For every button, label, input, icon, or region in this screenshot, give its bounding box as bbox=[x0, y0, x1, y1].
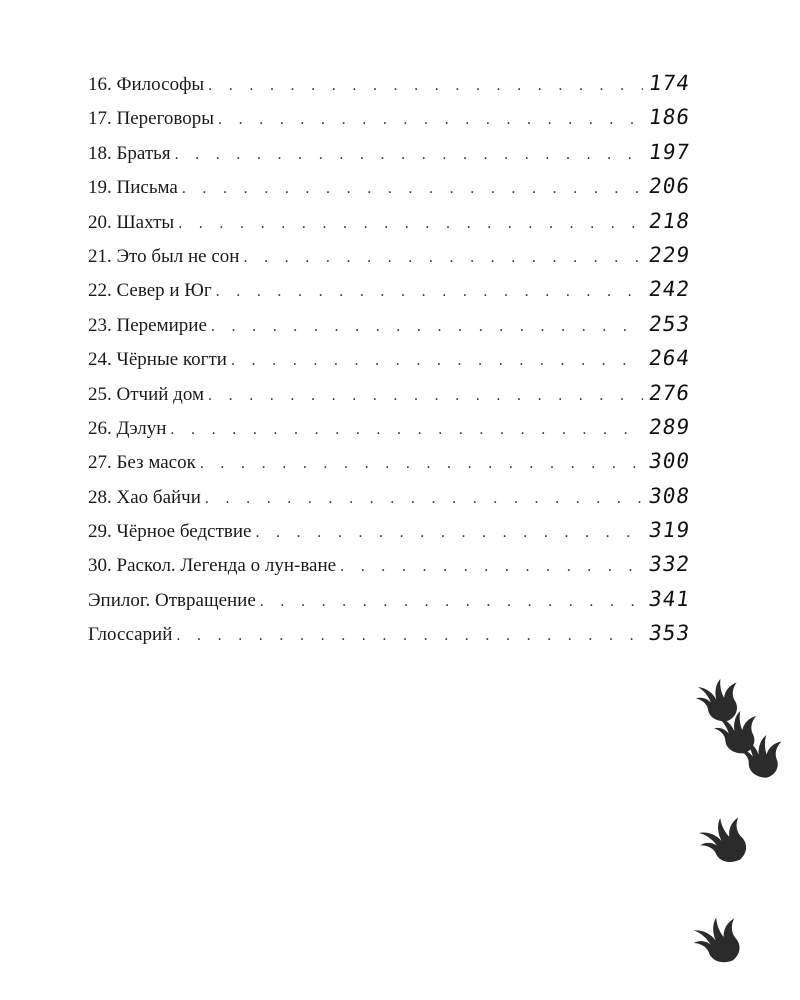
toc-entry-page-number: 186 bbox=[647, 105, 692, 130]
dot-leader bbox=[243, 241, 643, 275]
toc-entry-title: 24. Чёрные когти bbox=[88, 349, 227, 371]
toc-entry-page-number: 289 bbox=[647, 414, 692, 439]
toc-entry-page-number: 308 bbox=[647, 483, 692, 508]
toc-entry bbox=[88, 204, 690, 238]
toc-entry-title: 17. Переговоры bbox=[88, 108, 215, 130]
table-of-contents bbox=[88, 66, 690, 651]
toc-entry bbox=[88, 582, 690, 616]
toc-entry bbox=[88, 444, 690, 478]
toc-entry-page-number: 276 bbox=[647, 380, 692, 405]
toc-entry bbox=[88, 547, 690, 581]
dot-leader bbox=[218, 103, 643, 137]
toc-entry-page-number: 174 bbox=[647, 71, 692, 95]
toc-entry-title: 20. Шахты bbox=[88, 211, 175, 233]
dot-leader bbox=[255, 516, 643, 550]
toc-entry bbox=[88, 272, 690, 306]
dot-leader bbox=[260, 585, 643, 619]
toc-entry-page-number: 218 bbox=[647, 208, 692, 233]
dot-leader bbox=[200, 447, 643, 481]
toc-entry-title: 29. Чёрное бедствие bbox=[88, 521, 252, 543]
dot-leader bbox=[340, 550, 643, 584]
toc-entry-title: 18. Братья bbox=[88, 142, 171, 164]
toc-entry-title: 25. Отчий дом bbox=[88, 383, 204, 405]
toc-entry-page-number: 319 bbox=[647, 518, 692, 543]
toc-entry-page-number: 229 bbox=[647, 242, 692, 267]
footprints-decoration bbox=[690, 676, 800, 1000]
dot-leader bbox=[208, 379, 643, 413]
toc-entry-page-number: 242 bbox=[647, 277, 692, 302]
dot-leader bbox=[182, 172, 643, 206]
toc-entry-title: 27. Без масок bbox=[88, 452, 196, 474]
toc-entry-title: 19. Письма bbox=[88, 177, 178, 199]
dot-leader bbox=[211, 310, 643, 344]
toc-entry-page-number: 353 bbox=[647, 621, 692, 646]
toc-entry bbox=[88, 169, 690, 203]
toc-entry-title: Эпилог. Отвращение bbox=[88, 589, 256, 611]
toc-entry-title: 22. Север и Юг bbox=[88, 280, 212, 302]
dot-leader bbox=[176, 619, 643, 653]
toc-entry-title: 26. Дэлун bbox=[88, 417, 167, 439]
toc-entry bbox=[88, 135, 690, 169]
dot-leader bbox=[216, 275, 643, 309]
toc-entry bbox=[88, 479, 690, 513]
dot-leader bbox=[208, 69, 643, 103]
toc-entry-title: 21. Это был не сон bbox=[88, 245, 240, 267]
toc-entry-title: 23. Перемирие bbox=[88, 314, 207, 336]
dragon-footprint-icon bbox=[685, 906, 757, 976]
toc-entry-title: 28. Хао байчи bbox=[88, 486, 201, 508]
toc-entry bbox=[88, 410, 690, 444]
toc-entry-page-number: 253 bbox=[647, 311, 692, 336]
toc-entry bbox=[88, 100, 690, 134]
toc-entry bbox=[88, 513, 690, 547]
dragon-footprint-icon bbox=[691, 805, 764, 877]
toc-entry bbox=[88, 616, 690, 650]
toc-entry bbox=[88, 307, 690, 341]
dot-leader bbox=[231, 344, 643, 378]
toc-entry bbox=[88, 341, 690, 375]
dragon-footprint-icon bbox=[734, 730, 791, 784]
toc-entry bbox=[88, 238, 690, 272]
dot-leader bbox=[205, 482, 643, 516]
toc-entry-page-number: 341 bbox=[647, 586, 692, 611]
toc-entry-page-number: 264 bbox=[647, 346, 692, 371]
toc-entry-page-number: 197 bbox=[647, 139, 692, 164]
toc-entry-page-number: 332 bbox=[647, 552, 692, 577]
toc-entry-title: 16. Философы bbox=[88, 74, 205, 95]
toc-entry-page-number: 300 bbox=[647, 449, 692, 474]
toc-entry-title: Глоссарий bbox=[88, 624, 173, 646]
dot-leader bbox=[178, 207, 643, 241]
dot-leader bbox=[170, 413, 643, 447]
toc-entry-title: 30. Раскол. Легенда о лун-ване bbox=[88, 555, 337, 577]
dot-leader bbox=[175, 138, 644, 172]
toc-entry bbox=[88, 66, 690, 100]
toc-entry bbox=[88, 376, 690, 410]
toc-entry-page-number: 206 bbox=[647, 174, 692, 199]
